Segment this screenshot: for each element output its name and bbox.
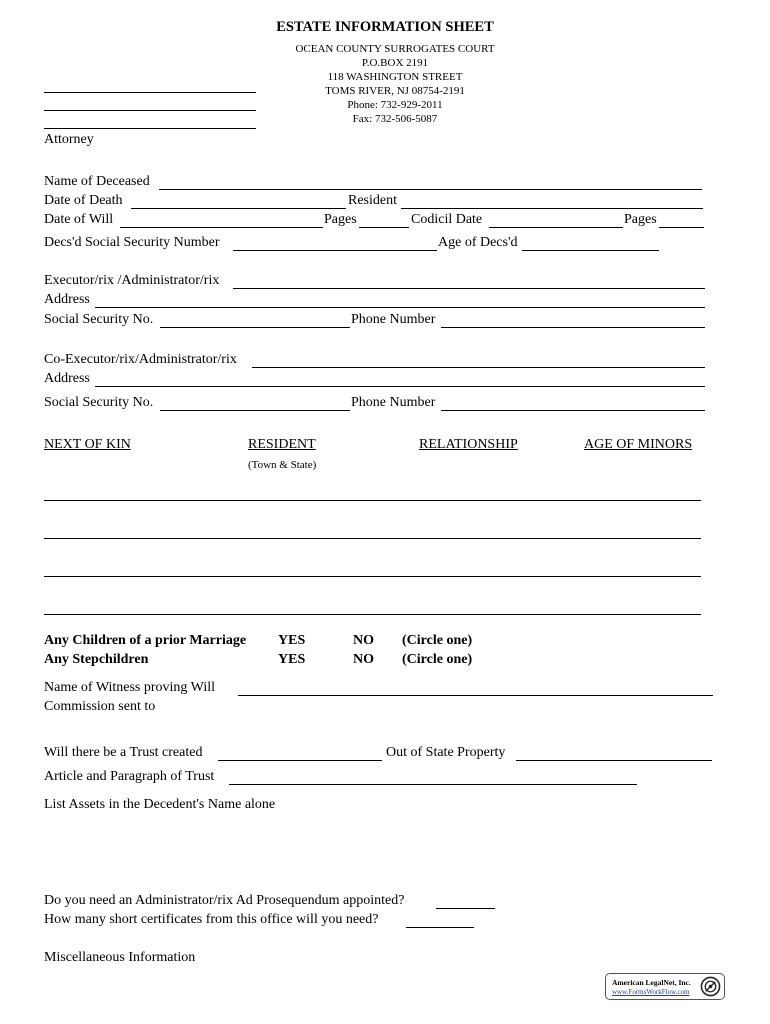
certificates-answer-field[interactable]	[406, 927, 474, 928]
co-executor-phone-field[interactable]	[441, 410, 705, 411]
codicil-pages-field[interactable]	[659, 227, 704, 228]
date-of-will-label: Date of Will	[44, 212, 114, 227]
codicil-pages-label: Pages	[624, 212, 657, 227]
admin-question: Do you need an Administrator/rix Ad Prosequendum appointed?	[44, 893, 405, 908]
co-executor-address-field[interactable]	[95, 386, 705, 387]
court-name: OCEAN COUNTY SURROGATES COURT	[295, 43, 495, 55]
stepchildren-yes[interactable]: YES	[278, 652, 306, 667]
attorney-label: Attorney	[44, 132, 94, 147]
executor-field[interactable]	[233, 288, 705, 289]
deceased-name-label: Name of Deceased	[44, 174, 150, 189]
stepchildren-question: Any Stepchildren	[44, 652, 149, 667]
will-pages-label: Pages	[324, 212, 357, 227]
court-phone: Phone: 732-929-2011	[347, 99, 443, 111]
witness-label: Name of Witness proving Will	[44, 680, 216, 695]
decedent-ssn-field[interactable]	[233, 250, 437, 251]
date-of-will-field[interactable]	[120, 227, 323, 228]
co-executor-ssn-field[interactable]	[160, 410, 350, 411]
publisher-logo-icon	[700, 976, 721, 997]
prior-marriage-question: Any Children of a prior Marriage	[44, 633, 247, 648]
executor-ssn-field[interactable]	[160, 327, 350, 328]
co-executor-ssn-label: Social Security No.	[44, 395, 154, 410]
prior-marriage-yes[interactable]: YES	[278, 633, 306, 648]
will-pages-field[interactable]	[359, 227, 409, 228]
out-of-state-field[interactable]	[516, 760, 712, 761]
stepchildren-circle-note: (Circle one)	[402, 652, 473, 667]
attorney-line-2[interactable]	[44, 110, 256, 111]
trust-field[interactable]	[218, 760, 382, 761]
codicil-date-label: Codicil Date	[411, 212, 483, 227]
relationship-header: RELATIONSHIP	[419, 437, 518, 452]
out-of-state-label: Out of State Property	[386, 745, 506, 760]
resident-label: Resident	[348, 193, 397, 208]
kin-row-line[interactable]	[44, 500, 701, 501]
attorney-line-3[interactable]	[44, 128, 256, 129]
next-of-kin-header: NEXT OF KIN	[44, 437, 131, 452]
decedent-age-label: Age of Decs'd	[438, 235, 518, 250]
codicil-date-field[interactable]	[489, 227, 623, 228]
executor-phone-field[interactable]	[441, 327, 705, 328]
court-fax: Fax: 732-506-5087	[352, 113, 438, 125]
age-of-minors-header: AGE OF MINORS	[584, 437, 693, 452]
kin-row-line[interactable]	[44, 538, 701, 539]
attorney-line-1[interactable]	[44, 92, 256, 93]
certificates-question: How many short certificates from this office will you need?	[44, 912, 379, 927]
resident-header: RESIDENT	[248, 437, 316, 452]
misc-label: Miscellaneous Information	[44, 950, 196, 965]
publisher-badge	[605, 973, 725, 1000]
executor-label: Executor/rix /Administrator/rix	[44, 273, 220, 288]
commission-label: Commission sent to	[44, 699, 156, 714]
co-executor-address-label: Address	[44, 371, 90, 386]
executor-address-label: Address	[44, 292, 90, 307]
court-city: TOMS RIVER, NJ 08754-2191	[325, 85, 465, 97]
date-of-death-field[interactable]	[131, 208, 346, 209]
executor-ssn-label: Social Security No.	[44, 312, 154, 327]
executor-phone-label: Phone Number	[351, 312, 436, 327]
prior-marriage-no[interactable]: NO	[353, 633, 374, 648]
article-label: Article and Paragraph of Trust	[44, 769, 215, 784]
resident-subheader: (Town & State)	[248, 459, 317, 471]
publisher-link[interactable]: www.FormsWorkFlow.com	[612, 988, 690, 996]
decedent-ssn-label: Decs'd Social Security Number	[44, 235, 220, 250]
co-executor-field[interactable]	[252, 367, 705, 368]
stepchildren-no[interactable]: NO	[353, 652, 374, 667]
decedent-age-field[interactable]	[522, 250, 659, 251]
publisher-name: American LegalNet, Inc.	[612, 978, 691, 987]
form-title: ESTATE INFORMATION SHEET	[276, 19, 494, 35]
kin-row-line[interactable]	[44, 614, 701, 615]
article-field[interactable]	[229, 784, 637, 785]
admin-answer-field[interactable]	[436, 908, 495, 909]
kin-row-line[interactable]	[44, 576, 701, 577]
trust-label: Will there be a Trust created	[44, 745, 203, 760]
executor-address-field[interactable]	[95, 307, 705, 308]
prior-marriage-circle-note: (Circle one)	[402, 633, 473, 648]
court-street: 118 WASHINGTON STREET	[327, 71, 463, 83]
court-po-box: P.O.BOX 2191	[361, 57, 429, 69]
co-executor-label: Co-Executor/rix/Administrator/rix	[44, 352, 237, 367]
resident-field[interactable]	[401, 208, 703, 209]
co-executor-phone-label: Phone Number	[351, 395, 436, 410]
witness-field[interactable]	[238, 695, 713, 696]
date-of-death-label: Date of Death	[44, 193, 123, 208]
deceased-name-field[interactable]	[159, 189, 702, 190]
assets-label: List Assets in the Decedent's Name alone	[44, 797, 276, 812]
